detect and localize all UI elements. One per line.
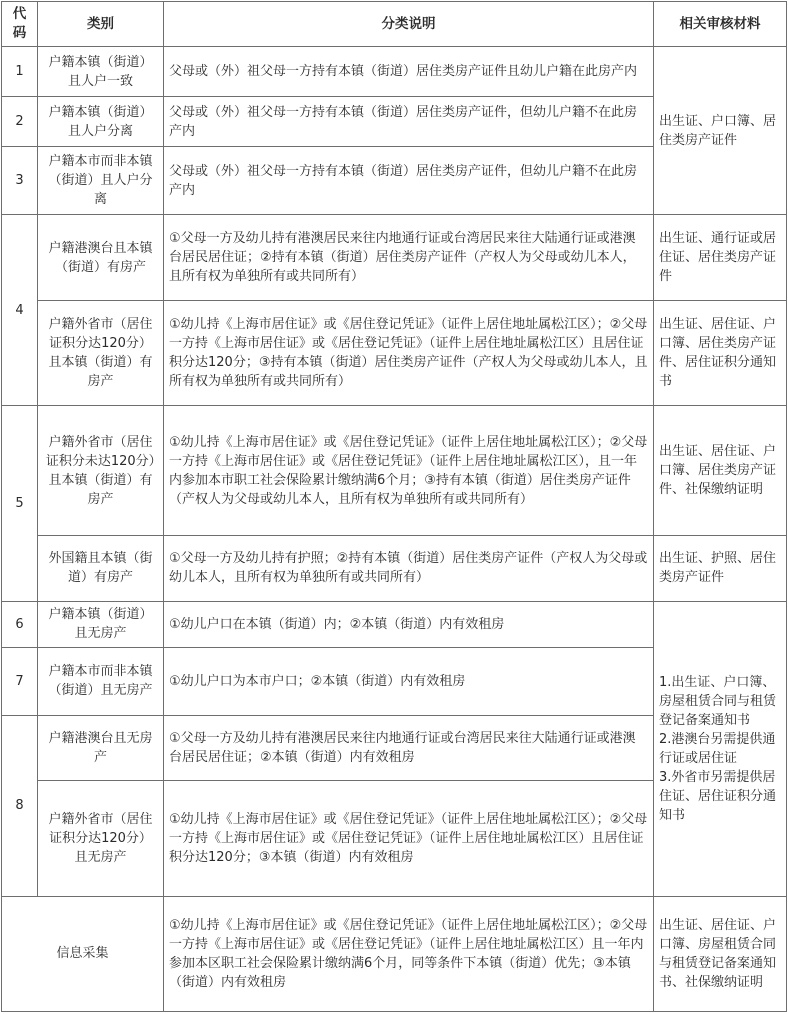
- row-category: 外国籍且本镇（街道）有房产: [38, 536, 164, 601]
- row-materials: 出生证、居住证、户口簿、房屋租赁合同与租赁登记备案通知书、社保缴纳证明: [654, 896, 787, 1011]
- row-category: 户籍港澳台且本镇（街道）有房产: [38, 215, 164, 301]
- row-category: 户籍外省市（居住证积分未达120分）且本镇（街道）有房产: [38, 406, 164, 536]
- header-code: 代码: [2, 2, 38, 47]
- row-description: 父母或（外）祖父母一方持有本镇（街道）居住类房产证件，但幼儿户籍不在此房产内: [164, 97, 654, 147]
- row-code: 5: [2, 406, 38, 601]
- table-row: [2, 47, 787, 97]
- row-description: 父母或（外）祖父母一方持有本镇（街道）居住类房产证件，但幼儿户籍不在此房产内: [164, 147, 654, 215]
- table-row: [2, 601, 787, 647]
- row-description: ①父母一方及幼儿持有港澳居民来往内地通行证或台湾居民来往大陆通行证或港澳台居民居住证；②本镇（街道）内有效租房: [164, 715, 654, 780]
- row-category: 户籍本镇（街道）且人户分离: [38, 97, 164, 147]
- materials-item: 3.外省市另需提供居住证、居住证积分通知书: [659, 769, 777, 823]
- row-code: 6: [2, 601, 38, 647]
- row-description: ①幼儿持《上海市居住证》或《居住登记凭证》（证件上居住地址属松江区）；②父母一方持《上海市居住证》或《居住登记凭证》（证件上居住地址属松江区），且一年内参加本市职工社会保险累计缴纳满6个月；③持有本镇（街道）居住类房产证件（产权人为父母或幼儿本人，且所有权为单独所有或共同所有）: [164, 406, 654, 536]
- row-materials: 出生证、居住证、户口簿、居住类房产证件、居住证积分通知书: [654, 301, 787, 406]
- row-code: 2: [2, 97, 38, 147]
- row-code: 4: [2, 215, 38, 406]
- row-code: 8: [2, 715, 38, 896]
- table-row: [2, 896, 787, 1011]
- row-materials: 出生证、护照、居住类房产证件: [654, 536, 787, 601]
- row-category: 户籍外省市（居住证积分达120分）且本镇（街道）有房产: [38, 301, 164, 406]
- row-description: ①幼儿持《上海市居住证》或《居住登记凭证》（证件上居住地址属松江区）；②父母一方持《上海市居住证》或《居住登记凭证》（证件上居住地址属松江区）且居住证积分达120分；③本镇（街道）内有效租房: [164, 780, 654, 896]
- header-description: 分类说明: [164, 2, 654, 47]
- row-description: ①幼儿持《上海市居住证》或《居住登记凭证》（证件上居住地址属松江区）；②父母一方持《上海市居住证》或《居住登记凭证》（证件上居住地址属松江区）且一年内参加本区职工社会保险累计缴纳满6个月，同等条件下本镇（街道）优先；③本镇（街道）内有效租房: [164, 896, 654, 1011]
- row-description: ①幼儿持《上海市居住证》或《居住登记凭证》（证件上居住地址属松江区）；②父母一方持《上海市居住证》或《居住登记凭证》（证件上居住地址属松江区）且居住证积分达120分；③持有本镇（街道）居住类房产证件（产权人为父母或幼儿本人，且所有权为单独所有或共同所有）: [164, 301, 654, 406]
- table-row: [2, 301, 787, 406]
- table-row: [2, 536, 787, 601]
- row-code: 3: [2, 147, 38, 215]
- row-category: 户籍本市而非本镇（街道）且人户分离: [38, 147, 164, 215]
- row-description: 父母或（外）祖父母一方持有本镇（街道）居住类房产证件且幼儿户籍在此房产内: [164, 47, 654, 97]
- materials-item: 2.港澳台另需提供通行证或居住证: [659, 731, 776, 766]
- header-materials: 相关审核材料: [654, 2, 787, 47]
- row-category-collect: 信息采集: [2, 896, 164, 1011]
- table-row: [2, 215, 787, 301]
- row-code: 7: [2, 647, 38, 715]
- row-category: 户籍本镇（街道）且人户一致: [38, 47, 164, 97]
- table-row: [2, 406, 787, 536]
- row-description: ①父母一方及幼儿持有护照；②持有本镇（街道）居住类房产证件（产权人为父母或幼儿本人，且所有权为单独所有或共同所有）: [164, 536, 654, 601]
- admission-category-table: [1, 1, 787, 1012]
- header-row: [2, 2, 787, 47]
- row-description: ①幼儿户口在本镇（街道）内；②本镇（街道）内有效租房: [164, 601, 654, 647]
- materials-item: 1.出生证、户口簿、房屋租赁合同与租赁登记备案通知书: [659, 674, 777, 728]
- row-description: ①父母一方及幼儿持有港澳居民来往内地通行证或台湾居民来往大陆通行证或港澳台居民居住证；②持有本镇（街道）居住类房产证件（产权人为父母或幼儿本人，且所有权为单独所有或共同所有）: [164, 215, 654, 301]
- row-category: 户籍外省市（居住证积分达120分）且无房产: [38, 780, 164, 896]
- row-materials-group-1-3: 出生证、户口簿、居住类房产证件: [654, 47, 787, 215]
- row-materials: 出生证、通行证或居住证、居住类房产证件: [654, 215, 787, 301]
- row-materials-group-6-8: [654, 601, 787, 896]
- row-category: 户籍本镇（街道）且无房产: [38, 601, 164, 647]
- row-category: 户籍港澳台且无房产: [38, 715, 164, 780]
- row-code: 1: [2, 47, 38, 97]
- header-category: 类别: [38, 2, 164, 47]
- row-materials: 出生证、居住证、户口簿、居住类房产证件、社保缴纳证明: [654, 406, 787, 536]
- row-description: ①幼儿户口为本市户口；②本镇（街道）内有效租房: [164, 647, 654, 715]
- row-category: 户籍本市而非本镇（街道）且无房产: [38, 647, 164, 715]
